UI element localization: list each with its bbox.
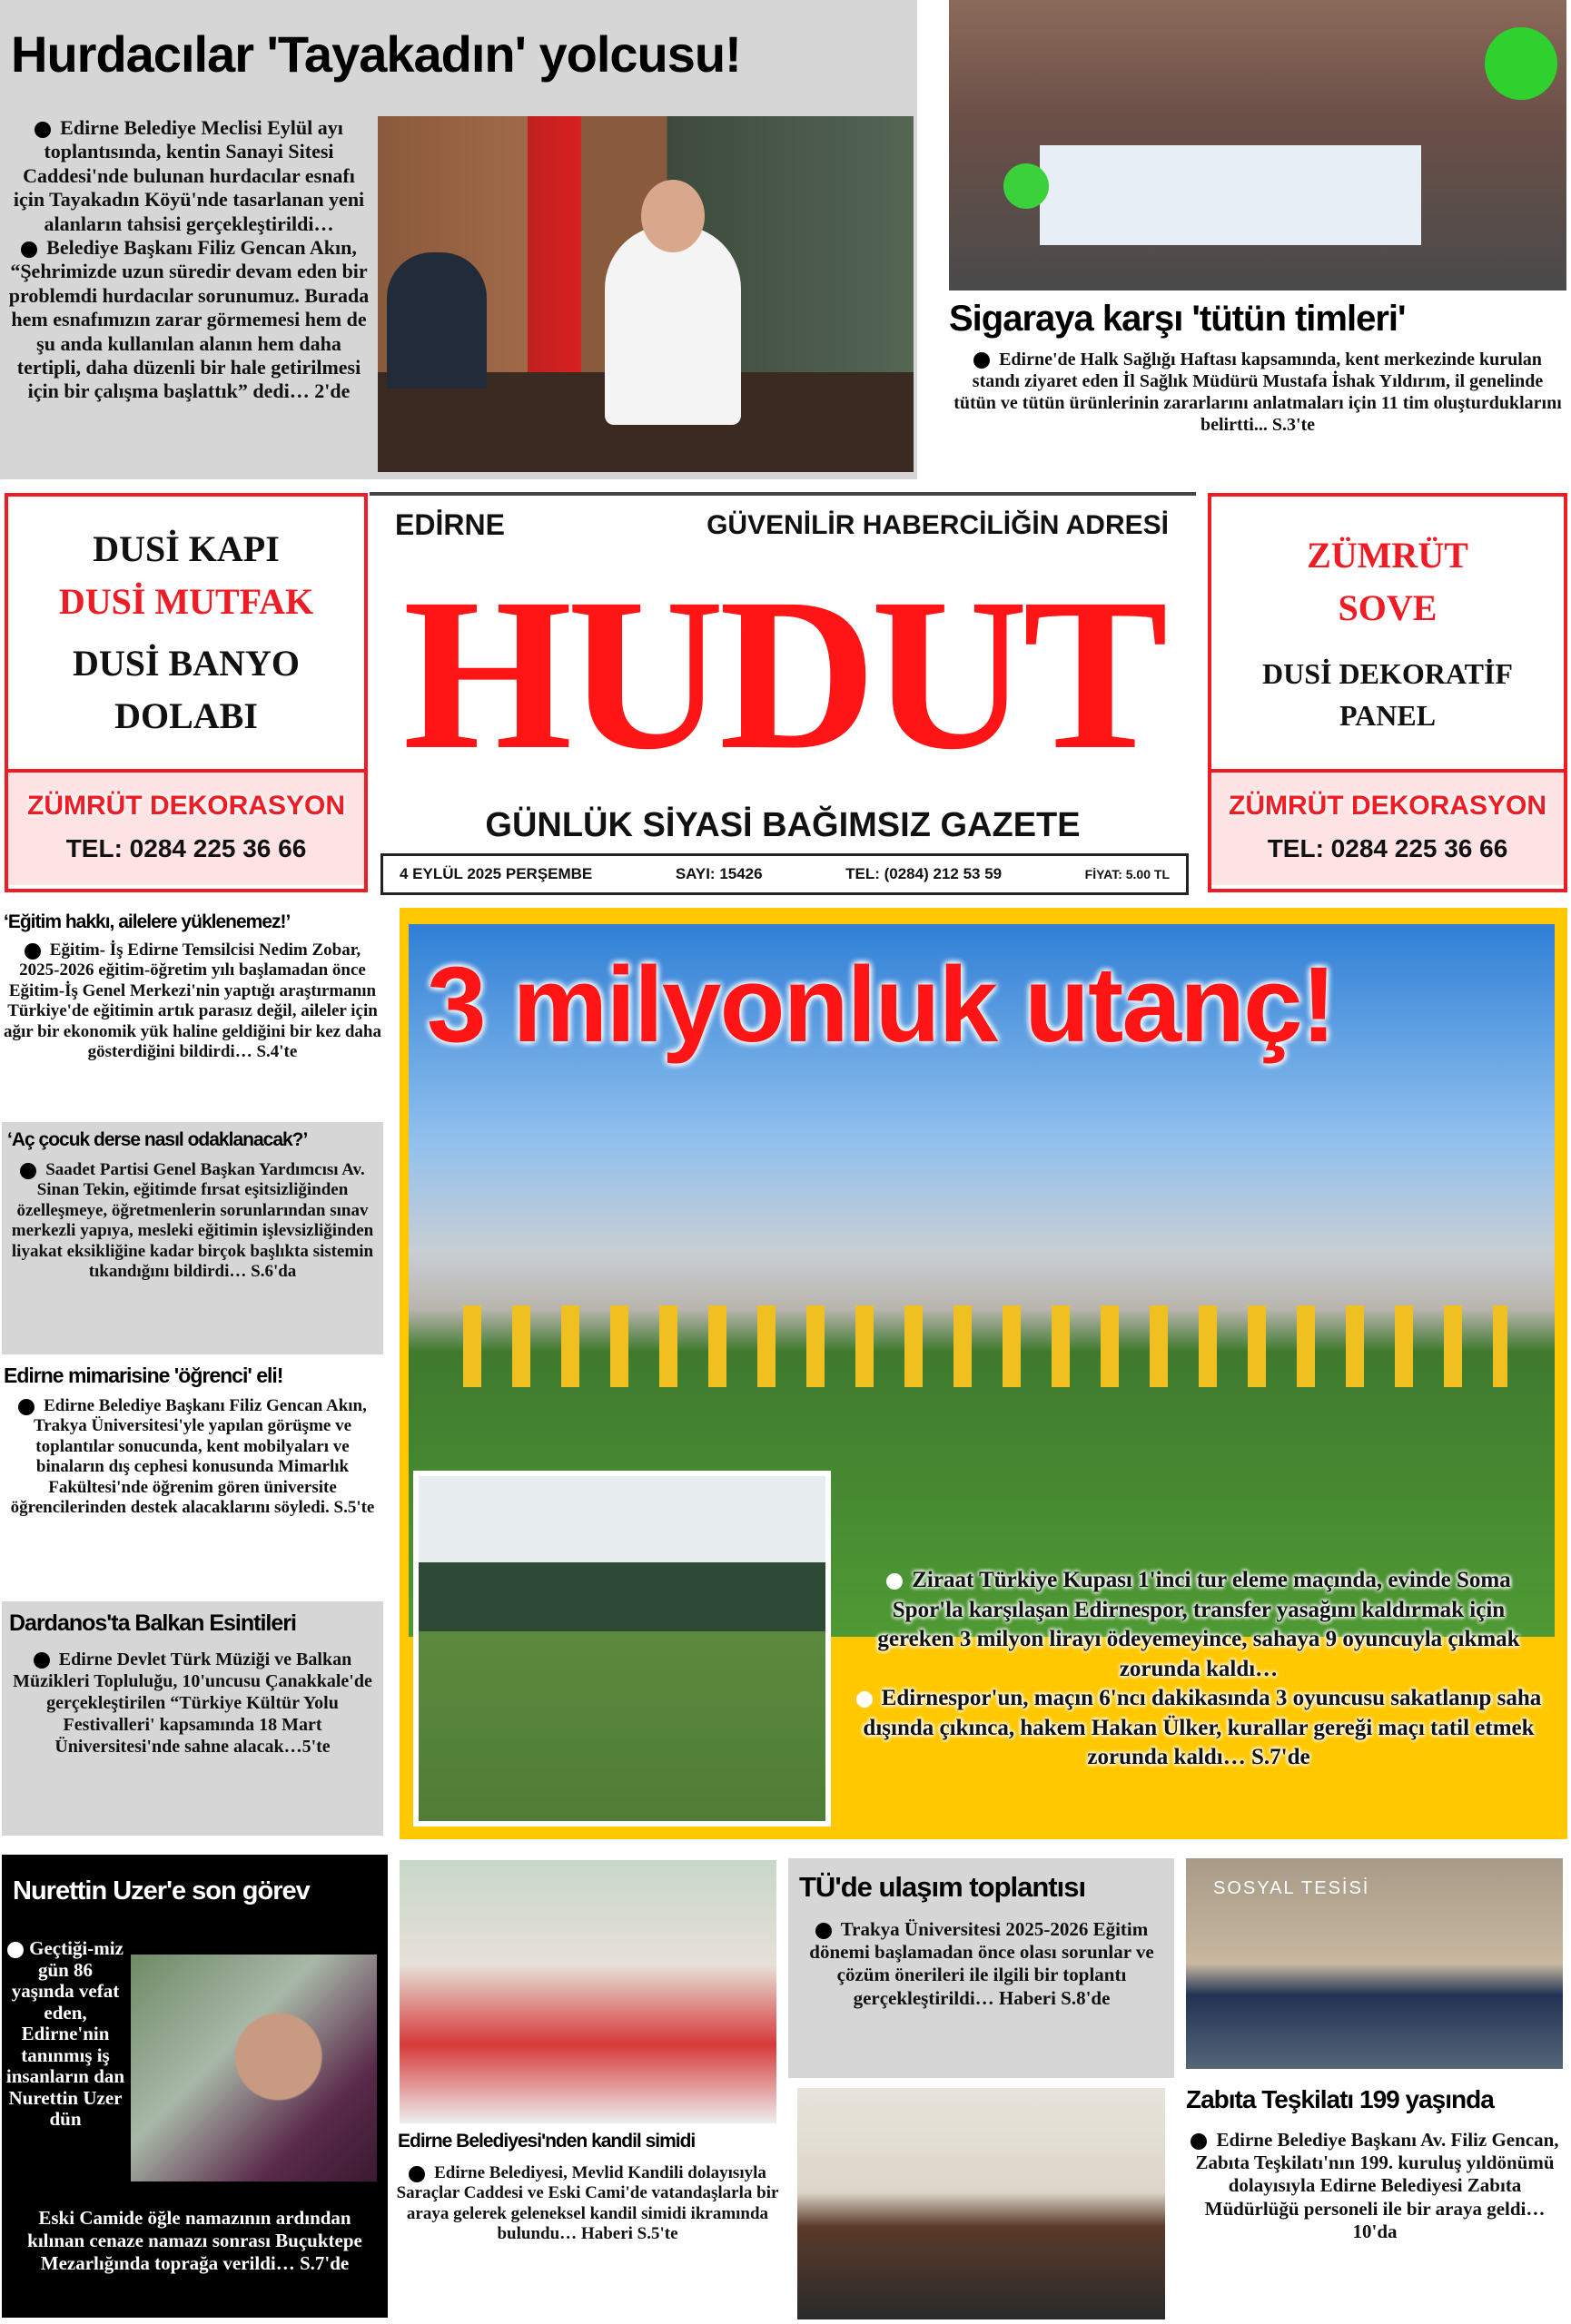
portrait-photo: [131, 1955, 377, 2181]
headline: Edirne mimarisine 'öğrenci' eli!: [4, 1364, 283, 1387]
headline: Edirne Belediyesi'nden kandil simidi: [398, 2131, 696, 2152]
main-headline: 3 milyonluk utanç!: [427, 945, 1335, 1065]
ad-phone: TEL: 0284 225 36 66: [65, 834, 307, 862]
headline: Sigaraya karşı 'tütün timleri': [949, 299, 1406, 339]
left-column-story-2: [2, 1122, 383, 1354]
ad-line: DUSİ KAPI: [93, 528, 280, 569]
masthead-city: EDİRNE: [395, 508, 505, 541]
tu-story: [788, 1858, 1174, 2078]
photo-sign: SOSYAL TESİSİ: [1213, 1878, 1370, 1898]
story-text: Saadet Partisi Genel Başkan Yardımcısı Av. Sinan Tekin, eğitimde fırsat eşitsizliğinden özelleşmeye, öğretmenlerin sorunlarından sınav merkezli yapıya, mesleki eğitimin işlevsizliğinden liyakat eksikliğine kadar birçok başlıkta sistemin tıkandığını bildirdi… S.6'da: [11, 1160, 374, 1282]
story-text: Geçtiği-miz gün 86 yaşında vefat eden, Edirne'nin tanınmış iş insanların dan Nurettin Uzer dün: [5, 1937, 125, 2131]
story-text: Edirne'de Halk Sağlığı Haftası kapsamında, kent merkezinde kurulan standı ziyaret eden İl Sağlık Müdürü Mustafa İshak Yıldırım, il genelinde tütün ve tütün ürünlerinin zararlarını anlatmaları için 11 tim oluşturduklarını belirtti... S.3'te: [953, 350, 1562, 435]
story-text: Eğitim- İş Edirne Temsilcisi Nedim Zobar, 2025-2026 eğitim-öğretim yılı başlamadan önce Eğitim-İş Genel Merkezi'nin yaptığı araştırmanın Türkiye'de eğitimin artık parasız değil, aileler için ağır bir ekonomik yük haline geldiğini bir kez daha gösterdiğini bildirdi… S.4'te: [4, 940, 381, 1062]
headline: Zabıta Teşkilatı 199 yaşında: [1186, 2085, 1494, 2113]
main-story-text: Ziraat Türkiye Kupası 1'inci tur eleme maçında, evinde Soma Spor'la karşılaşan Edirnespor, transfer yasağını kaldırmak için gereken 3 milyon lirayı ödeyemeyince, sahaya 9 oyuncuyla çıkmak zorunda kaldı… Edirnespor'un, maçın 6'ncı dakikasında 3 oyuncusu sakatlanıp saha dışında çıkınca, hakem Hakan Ülker, kurallar gereği maçı tatil etmek zorunda kaldı… S.7'de: [854, 1566, 1544, 1773]
story-text: Edirne Belediye Meclisi Eylül ayı toplantısında, kentin Sanayi Sitesi Caddesi'nde bulunan hurdacılar esnafı için Tayakadın Köyü'nde tasarlanan yeni alanların tahsisi gerçekleştirildi… Belediye Başkanı Filiz Gencan Akın, “Şehrimizde uzun süredir devam eden bir problemdi hurdacılar sorunumuz. Burada hem esnafımızın zarar görmemesi hem de şu anda kullanılan alanın hem daha tertipli, daha düzenli bir hale getirilmesi için bir çalışma başlattık” dedi… 2'de: [8, 116, 370, 403]
council-meeting-photo: [378, 116, 914, 472]
headline: ‘Aç çocuk derse nasıl odaklanacak?’: [7, 1129, 308, 1150]
left-column-story-4: [2, 1601, 383, 1836]
health-stand-photo: [949, 0, 1566, 290]
issue-bar: [380, 853, 1189, 895]
ad-line: SOVE: [1338, 586, 1438, 628]
left-column-story-3: [0, 1356, 386, 1594]
zabita-photo: [1186, 1858, 1563, 2069]
story-text-bottom: Eski Camide öğle namazının ardından kılınan cenaze namazı sonrası Buçuktepe Mezarlığında toprağa verildi… S.7'de: [27, 2207, 362, 2275]
story-text: Edirne Belediye Başkanı Filiz Gencan Akın, Trakya Üniversitesi'yle yapılan görüşme ve toplantılar sonucunda, kent mobilyaları ve binaların dış cephesi konusunda Mimarlık Fakültesi'nde öğrenim gören üniversite öğrencilerinden destek alacaklarını söyledi. S.5'te: [10, 1396, 375, 1518]
headline: Nurettin Uzer'e son görev: [13, 1876, 310, 1905]
issue-phone: TEL: (0284) 212 53 59: [845, 865, 1003, 882]
headline: TÜ'de ulaşım toplantısı: [799, 1871, 1086, 1903]
tu-meeting-photo: [797, 2088, 1165, 2319]
ad-phone: TEL: 0284 225 36 66: [1267, 834, 1508, 862]
obituary-story: [2, 1855, 388, 2318]
ad-line: DUSİ MUTFAK: [58, 581, 314, 622]
story-text: Edirne Belediye Başkanı Av. Filiz Gencan, Zabıta Teşkilatı'nın 199. kuruluş yıldönümü dolayısıyla Edirne Belediyesi Zabıta Müdürlüğü personeli ile bir araya geldi…10'da: [1184, 2129, 1566, 2243]
match-inset-photo: [413, 1471, 831, 1827]
issue-number: SAYI: 15426: [675, 865, 763, 882]
ad-brand: ZÜMRÜT DEKORASYON: [1229, 791, 1546, 821]
story-text: Edirne Belediyesi, Mevlid Kandili dolayısıyla Saraçlar Caddesi ve Eski Cami'de vatandaşlarla bir araya gelerek geleneksel kandil simidi ikramında bulundu… Haberi S.5'te: [396, 2163, 779, 2244]
top-right-story: [944, 0, 1571, 486]
masthead: [370, 492, 1196, 896]
headline: Hurdacılar 'Tayakadın' yolcusu!: [11, 25, 741, 83]
masthead-subtitle: GÜNLÜK SİYASİ BAĞIMSIZ GAZETE: [485, 806, 1081, 844]
headline: ‘Eğitim hakkı, ailelere yüklenemez!’: [4, 911, 291, 932]
left-column-story-1: [0, 908, 386, 1120]
ad-left: [5, 493, 368, 892]
ad-line: DOLABI: [114, 695, 258, 736]
kandil-story: [392, 1855, 783, 2322]
ad-right: [1208, 493, 1567, 892]
top-left-story: [0, 0, 917, 479]
zabita-story: [1179, 1855, 1569, 2322]
issue-date: 4 EYLÜL 2025 PERŞEMBE: [400, 865, 593, 882]
headline: Dardanos'ta Balkan Esintileri: [9, 1610, 296, 1636]
issue-price: FİYAT: 5.00 TL: [1084, 867, 1170, 881]
masthead-slogan: GÜVENİLİR HABERCİLİĞİN ADRESİ: [706, 510, 1169, 540]
ad-brand: ZÜMRÜT DEKORASYON: [27, 791, 345, 821]
story-text: Trakya Üniversitesi 2025-2026 Eğitim dönemi başlamadan önce olası sorunlar ve çözüm önerileri ile ilgili bir toplantı gerçekleştirildi… Haberi S.8'de: [809, 1918, 1154, 2009]
masthead-title: HUDUT: [402, 553, 1163, 794]
ad-line: DUSİ DEKORATİF: [1262, 656, 1513, 690]
ad-line: PANEL: [1339, 699, 1437, 732]
ad-line: ZÜMRÜT: [1307, 534, 1468, 576]
main-story: [400, 908, 1567, 1839]
kandil-photo: [400, 1860, 776, 2123]
ad-line: DUSİ BANYO: [72, 643, 301, 684]
story-text: Edirne Devlet Türk Müziği ve Balkan Müzikleri Topluluğu, 10'uncusu Çanakkale'de gerçekleştirilen “Türkiye Kültür Yolu Festivalleri' kapsamında 18 Mart Üniversitesi'nde sahne alacak…5'te: [13, 1649, 372, 1757]
